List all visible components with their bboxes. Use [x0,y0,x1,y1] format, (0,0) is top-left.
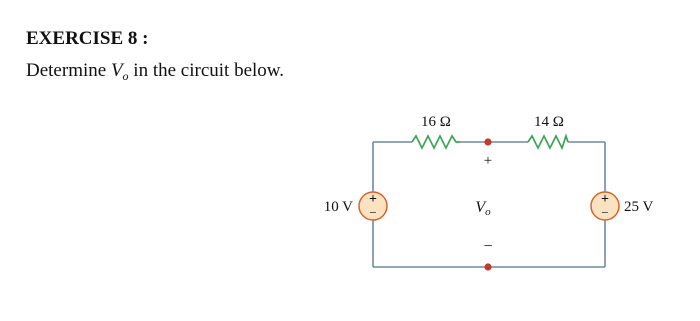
terminal-top [484,138,491,145]
exercise-title: EXERCISE 8 : [26,28,149,49]
output-plus: + [483,153,493,169]
resistor-16-ohm [412,136,460,148]
prompt-text-after: in the circuit below. [128,60,285,81]
voltage-source-right [591,192,619,220]
terminal-bottom [484,263,491,270]
voltage-source-left [359,192,387,220]
source-right-value: 25 V [624,199,654,215]
source-left-value: 10 V [323,199,353,215]
source-right-plus: + [601,192,609,207]
prompt-variable-subscript: o [122,69,129,83]
resistor-14-ohm [528,136,568,148]
prompt-text-before: Determine [26,60,111,81]
output-voltage-letter: V [475,199,486,216]
resistor-14-ohm-label: 14 Ω [534,114,564,130]
resistor-16-ohm-label: 16 Ω [421,114,451,130]
source-left-minus: − [369,205,377,220]
source-left-plus: + [369,192,377,207]
prompt-variable-letter: V [110,60,123,81]
output-voltage-subscript: o [485,206,491,218]
source-right-minus: − [601,205,609,220]
output-minus: − [483,238,493,255]
output-voltage-label [475,199,491,218]
